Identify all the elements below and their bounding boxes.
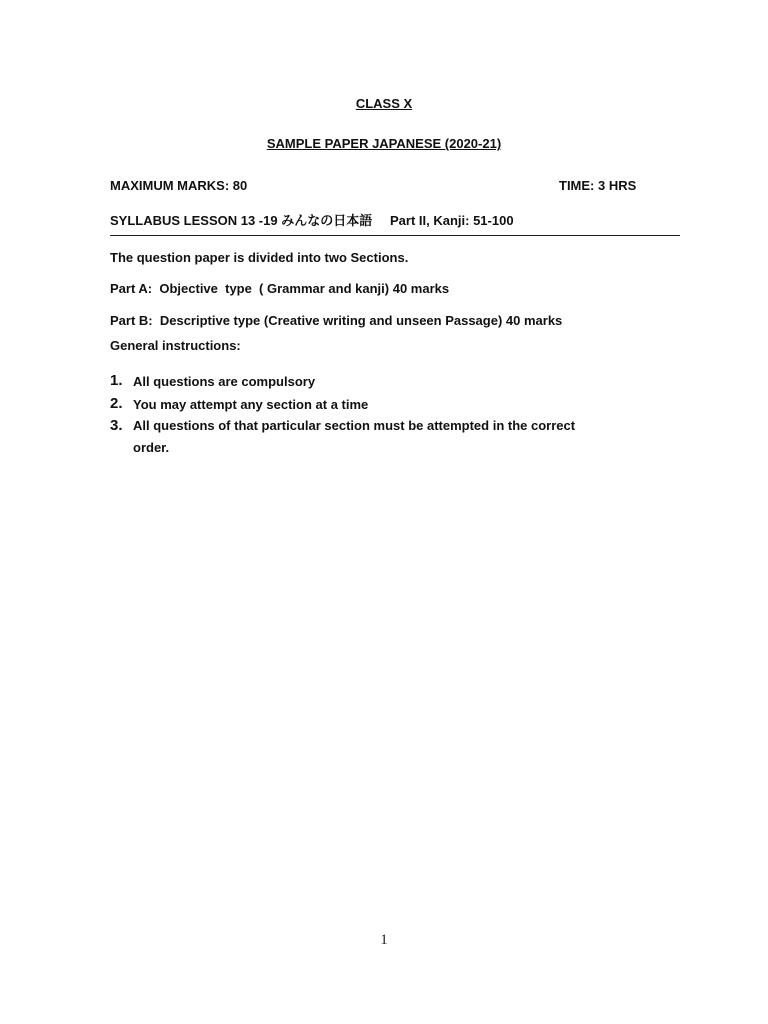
maximum-marks: MAXIMUM MARKS: 80 (110, 178, 248, 193)
class-heading: CLASS X (355, 96, 413, 111)
instruction-text: You may attempt any section at a time (133, 397, 369, 412)
page-number: 1 (380, 932, 388, 948)
sections-intro: The question paper is divided into two Sections. (110, 250, 409, 265)
instruction-number: 3. (110, 417, 123, 434)
paper-title: SAMPLE PAPER JAPANESE (2020-21) (266, 136, 502, 151)
part-b-description: Part B: Descriptive type (Creative writing and unseen Passage) 40 marks (110, 313, 563, 328)
time-allowed: TIME: 3 HRS (559, 178, 637, 193)
instruction-number: 2. (110, 395, 123, 412)
instruction-text: All questions are compulsory (133, 374, 316, 389)
instruction-number: 1. (110, 372, 123, 389)
part-a-description: Part A: Objective type ( Grammar and kanji) 40 marks (110, 281, 450, 296)
instruction-text: All questions of that particular section must be attempted in the correct order. (133, 418, 576, 455)
header-divider (110, 235, 680, 236)
general-instructions-heading: General instructions: (110, 338, 241, 353)
syllabus-lessons: SYLLABUS LESSON 13 -19 みんなの日本語 (110, 213, 373, 228)
syllabus-kanji-part: Part II, Kanji: 51-100 (390, 213, 514, 228)
